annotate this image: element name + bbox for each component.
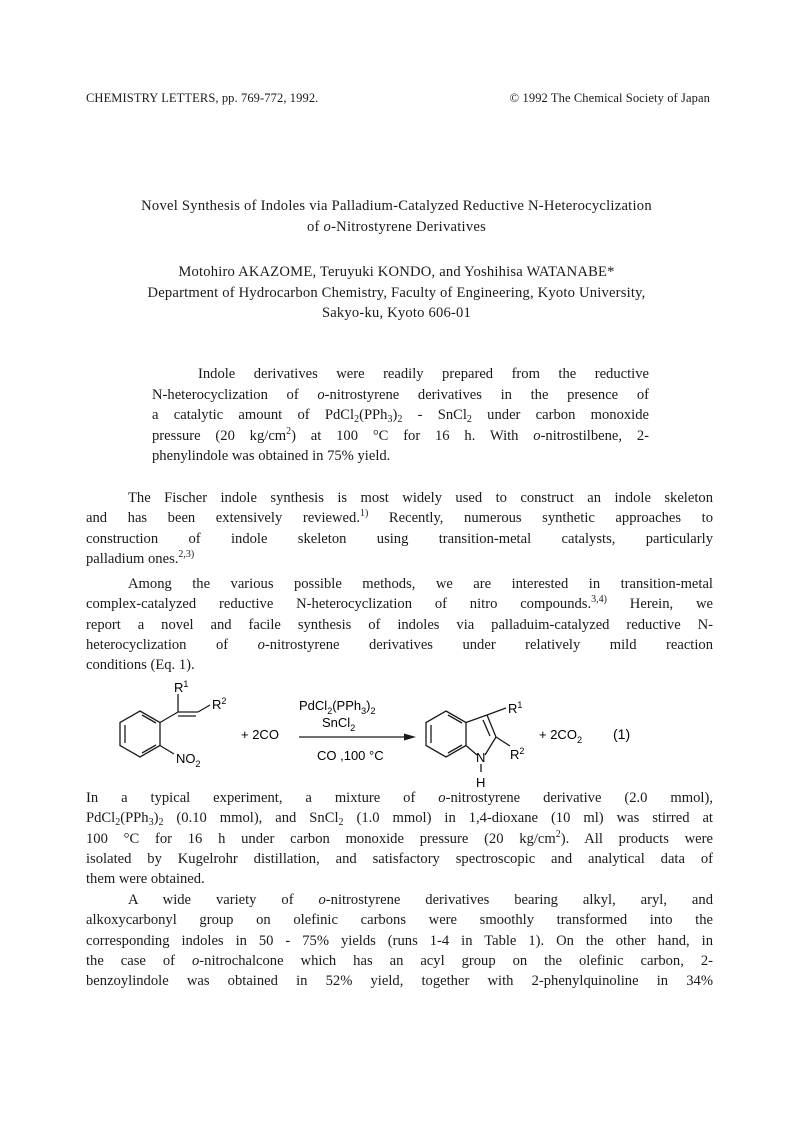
text-line: heterocyclization of o-nitrostyrene derivatives under relatively mild reaction [86,636,713,653]
equation-number: (1) [613,726,631,742]
text-line: the case of o-nitrochalcone which has an acyl group on the olefinic carbon, 2- [86,952,713,969]
abstract-line: phenylindole was obtained in 75% yield. [152,448,391,464]
text-line: $PdCl_2(PPh_3)_2$ (0.10 mmol), and SnCl$_2$ (1.0 mmol) in 1,4-dioxane (10 ml) was stirred at [86,810,713,829]
author-names: Motohiro AKAZOME, Teruyuki KONDO, and Yoshihisa WATANABE* [178,264,615,280]
abstract-line: pressure (20 $kg/cm^2$) at 100 °C for 16 h. With o-nitrostilbene, 2- [152,425,649,444]
cocatalyst-label: SnCl$_2$ [322,715,356,733]
indole-product-structure [426,708,510,772]
text-line: benzoylindole was obtained in 52% yield, together with 2-phenylquinoline in 34% [86,973,713,990]
text-line: conditions (Eq. 1). [86,657,195,674]
indole-benzene-ring [426,711,466,757]
abstract-line: a catalytic amount of $PdCl_2(PPh_3)_2$ - SnCl$_2$ under carbon monoxide [152,407,649,425]
reference-marker: 2,3) [178,548,195,560]
text-line: palladium ones.$^{2,3)}$ [86,548,195,567]
affiliation-line-1: Department of Hydrocarbon Chemistry, Faculty of Engineering, Kyoto University, [147,284,646,301]
r1-label: $R^1$ [174,680,189,695]
reaction-arrowhead [404,734,416,741]
text-line: report a novel and facile synthesis of indoles via palladuim-catalyzed reductive N- [86,616,713,633]
reaction-scheme-svg [86,680,713,795]
text-line: A wide variety of o-nitrostyrene derivatives bearing alkyl, aryl, and [128,892,713,908]
paragraph-4 [86,890,713,991]
reference-marker: 3,4) [591,594,607,606]
reaction-scheme [86,680,713,795]
hydrogen-label: H [476,775,486,790]
text-line: isolated by Kugelrohr distillation, and satisfactory spectroscopic and analytical data of [86,850,713,867]
reference-marker: 1) [359,508,369,520]
text-line: complex-catalyzed reductive N-heterocyclization of nitro compounds.$^{3,4)}$ Herein, we [86,594,713,613]
paragraph-3 [86,788,713,889]
paragraph-2 [86,574,713,675]
paper-title [60,196,733,238]
copyright-notice: © 1992 The Chemical Society of Japan [509,91,710,105]
text-line: alkoxycarbonyl group on olefinic carbons were smoothly transformed into the [86,912,713,929]
text-line: construction of indole skeleton using transition-metal catalysts, particularly [86,530,713,547]
title-line-2: of o-Nitrostyrene Derivatives [306,219,487,235]
reaction-conditions: CO ,100 °C [317,748,384,763]
catalyst-label: $PdCl_2(PPh_3)_2$ [299,698,376,716]
carbon-dioxide-product: + $2CO_2$ [539,727,582,745]
carbon-monoxide-reagent: + 2CO [241,727,279,742]
abstract-line: Indole derivatives were readily prepared from the reductive [198,366,649,382]
paragraph-1 [86,488,713,569]
abstract-line: N-heterocyclization of o-nitrostyrene derivatives in the presence of [152,386,649,403]
text-line: them were obtained. [86,871,205,888]
r2-label: $R^2$ [212,696,227,712]
text-line: corresponding indoles in 50 - 75% yields (runs 1-4 in Table 1). On the other hand, in [86,932,713,949]
text-line: In a typical experiment, a mixture of o-nitrostyrene derivative (2.0 mmol), [86,790,713,806]
journal-citation: CHEMISTRY LETTERS, pp. 769-772, 1992. [86,91,319,105]
benzene-ring [120,711,160,757]
text-line: Among the various possible methods, we are interested in transition-metal [128,576,713,592]
product-r2-label: $R^2$ [510,746,525,762]
nitrogen-label: N [476,750,486,765]
product-r1-label: $R^1$ [508,700,523,716]
text-line: The Fischer indole synthesis is most widely used to construct an indole skeleton [128,490,713,506]
text-line: 100 °C for 16 h under carbon monoxide pressure (20 $kg/cm^2$). All products were [86,828,713,847]
title-line-1: Novel Synthesis of Indoles via Palladium-Catalyzed Reductive N-Heterocyclization [141,198,652,214]
nitro-label: $NO_2$ [176,751,201,769]
affiliation-line-2: Sakyo-ku, Kyoto 606-01 [321,305,472,321]
author-block [60,262,733,324]
abstract [152,364,649,467]
text-line: and has been extensively reviewed.$^{1)}$ Recently, numerous synthetic approaches to [86,508,713,527]
vinyl-bond [160,712,178,723]
reactant-structure [120,694,210,757]
